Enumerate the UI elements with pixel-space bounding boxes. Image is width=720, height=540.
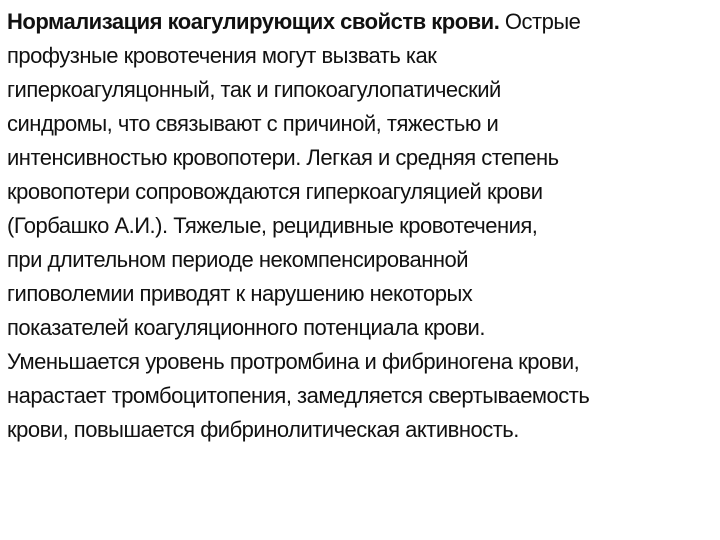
text-line-7: (Горбашко А.И.). Тяжелые, рецидивные кровотечения, — [7, 213, 538, 238]
body-text — [7, 5, 712, 447]
text-line-2: профузные кровотечения могут вызвать как — [7, 43, 437, 68]
text-line-10: показателей коагуляционного потенциала крови. — [7, 315, 485, 340]
text-line-8: при длительном периоде некомпенсированной — [7, 247, 469, 272]
text-line-13: крови, повышается фибринолитическая активность. — [7, 417, 519, 442]
heading: Нормализация коагулирующих свойств крови. — [7, 9, 500, 34]
text-line-1-rest: Острые — [499, 9, 581, 34]
text-line-11: Уменьшается уровень протромбина и фибриногена крови, — [7, 349, 580, 374]
text-line-9: гиповолемии приводят к нарушению некоторых — [7, 281, 473, 306]
text-line-12: нарастает тромбоцитопения, замедляется свертываемость — [7, 383, 590, 408]
text-line-4: синдромы, что связывают с причиной, тяжестью и — [7, 111, 499, 136]
text-line-3: гиперкоагуляцонный, так и гипокоагулопатический — [7, 77, 501, 102]
text-line-6: кровопотери сопровождаются гиперкоагуляцией крови — [7, 179, 543, 204]
text-line-5: интенсивностью кровопотери. Легкая и средняя степень — [7, 145, 559, 170]
text-line-1 — [7, 5, 712, 39]
